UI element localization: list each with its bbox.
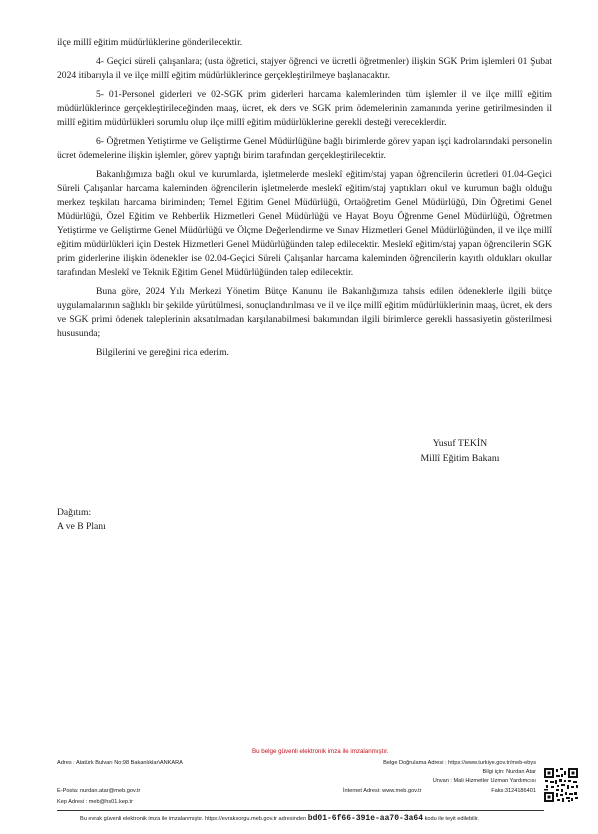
paragraph-intro: ilçe millî eğitim müdürlüklerine gönderilecektir. [57,37,243,48]
footer-website[interactable]: İnternet Adresi: www.meb.gov.tr [343,788,422,794]
footer-address: Adres : Atatürk Bulvarı No:98 Bakanlıklar\ANKARA [57,760,183,766]
paragraph-item-6: 6- Öğretmen Yetiştirme ve Geliştirme Genel Müdürlüğüne bağlı birimlerde görev yapan işçi kadrolarındaki personelin ücret ödemelerine ilişkin işlemler, görev yaptığı birim tarafından gerçekleştirilecektir. [57,136,552,161]
distribution-value: A ve B Planı [57,521,106,532]
footer-email[interactable]: E-Posta: nurdan.atar@meb.gov.tr [57,788,141,794]
verify-prefix: Bu evrak güvenli elektronik imza ile imzalanmıştır. https://evraksorgu.meb.gov.tr adresinden [80,816,307,822]
footer-unvan: Unvan : Mali Hizmetler Uzman Yardımcısı [432,778,536,784]
signature-block [380,436,540,466]
paragraph-budget: Buna göre, 2024 Yılı Merkezi Yönetim Bütçe Kanunu ile Bakanlığımıza tahsis edilen ödeneklerle ilgili bütçe uygulamalarının sağlıklı bir şekilde yürütülmesi, sonuçlandırılması ve il ve ilçe millî eğitim müdürlüklerinin maaş, ücret, ek ders ve SGK primi ödenek taleplerinin aksatılmadan karşılanabilmesi bakımından ilgili birimlerce gerekli hassasiyetin gösterilmesi hususunda; [57,286,552,339]
footer-fax: Faks:3124186401 [491,788,536,794]
document-footer [0,744,598,834]
document-body [57,36,552,365]
distribution-block [57,506,106,534]
signatory-name: Yusuf TEKİN [432,438,488,449]
footer-verify-line [80,814,479,823]
qr-code-icon [543,767,579,803]
paragraph-item-5: 5- 01-Personel giderleri ve 02-SGK prim giderleri harcama kalemlerinden tüm işlemler il ve ilçe millî eğitim müdürlüklerince gerçekleştirileceğinden maaş, ücret, ek ders ve SGK prim ödemelerinin zamanında yerine getirilmesinden il millî eğitim müdürlükleri sorumlu olup ilçe millî eğitim müdürlüklerine gerekli desteği vereceklerdir. [57,89,552,128]
footer-contact: Bilgi için: Nurdan Atar [482,769,536,775]
footer-verify-url[interactable]: Belge Doğrulama Adresi : https://www.turkiye.gov.tr/meb-ebys [383,760,536,766]
verification-code: bd01-6f66-391e-aa70-3a64 [307,814,424,823]
distribution-label: Dağıtım: [57,507,92,518]
footer-kep: Kep Adresi : meb@hs01.kep.tr [57,799,133,805]
e-signature-notice: Bu belge güvenli elektronik imza ile imzalanmıştır. [252,748,389,755]
paragraph-item-4: 4- Geçici süreli çalışanlara; (usta öğretici, stajyer öğrenci ve ücretli öğretmenler) ilişkin SGK Prim işlemleri 01 Şubat 2024 itibarıyla il ve ilçe millî eğitim müdürlüklerince gerçekleştirilmeye başlanacaktır. [57,56,552,81]
signatory-title: Millî Eğitim Bakanı [420,453,500,464]
paragraph-vocational: Bakanlığımıza bağlı okul ve kurumlarda, işletmelerde meslekî eğitim/staj yapan öğrencilerin ücretleri 01.04-Geçici Süreli Çalışanlar harcama kaleminden öğrencilerin işletmelerde meslekî eğitim/staj yaptıkları okul ve kurumun bağlı olduğu merkez teşkilatı harcama biriminden; Temel Eğitim Genel Müdürlüğü, Ortaöğretim Genel Müdürlüğü, Din Öğretimi Genel Müdürlüğü, Özel Eğitim ve Rehberlik Hizmetleri Genel Müdürlüğü ve Hayat Boyu Öğrenme Genel Müdürlüğü, Öğretmen Yetiştirme ve Geliştirme Genel Müdürlüğü ve Ölçme Değerlendirme ve Sınav Hizmetleri Genel Müdürlüğünden, il ve ilçe millî eğitim müdürlükleri için Destek Hizmetleri Genel Müdürlüğünden talep edilecektir. Meslekî eğitim/staj yapan öğrencilerin SGK prim giderlerine ilişkin ödenekler ise 02.04-Geçici Süreli Çalışanlar harcama kaleminden öğrencilerin kayıtlı oldukları okullar tarafından Meslekî ve Teknik Eğitim Genel Müdürlüğünden talep edilecektir. [57,169,552,278]
footer-divider [57,810,544,811]
paragraph-closing: Bilgilerini ve gereğini rica ederim. [96,347,229,358]
verify-suffix: kodu ile teyit edilebilir. [424,816,479,822]
